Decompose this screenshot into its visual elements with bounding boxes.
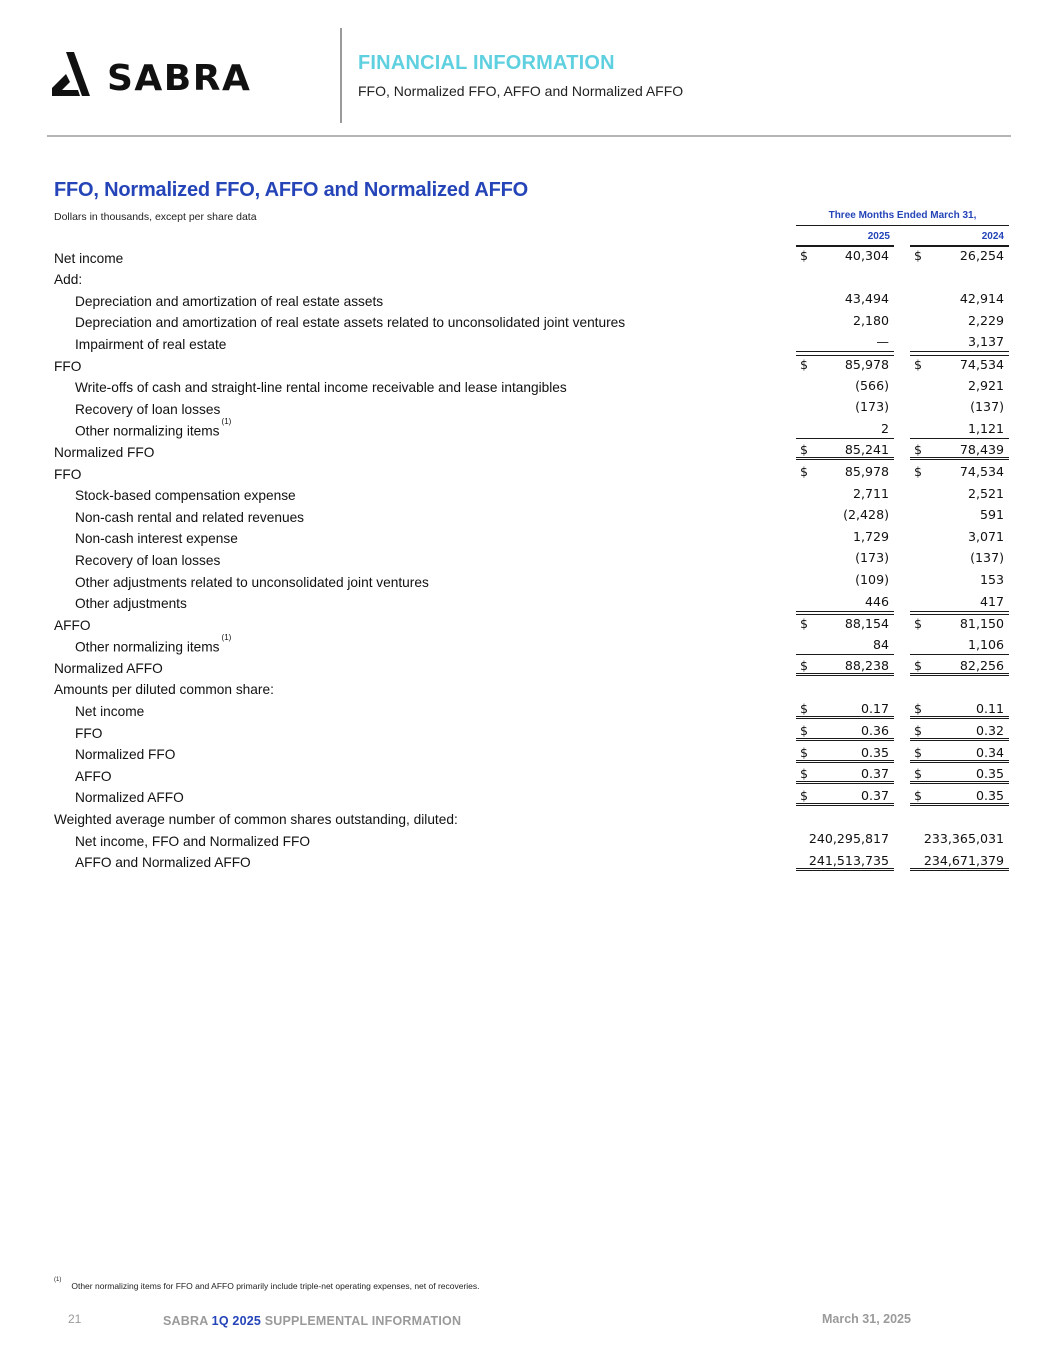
header-subtitle: FFO, Normalized FFO, AFFO and Normalized AFFO [358,83,684,99]
value-cell-2024 [910,852,1009,871]
cell-value: 1,729 [852,528,889,544]
cell-value: 74,534 [959,463,1004,479]
table-row [54,440,1010,462]
year-header-2024: 2024 [910,231,1009,247]
currency-symbol: $ [914,787,923,803]
row-label-text: Net income, FFO and Normalized FFO [75,833,311,849]
table-row [54,246,1010,268]
row-label-text: FFO [75,725,103,741]
value-cell-2024 [910,463,1009,482]
row-label [75,632,232,655]
currency-symbol: $ [914,248,923,263]
value-cell-2025 [796,657,894,676]
row-label-text: Normalized FFO [54,444,155,460]
currency-symbol: $ [800,723,809,739]
cell-value: 2,229 [967,312,1004,328]
cell-value: 591 [979,507,1004,523]
value-cell-2025 [796,355,894,374]
table-row [54,397,1010,419]
currency-symbol: $ [914,658,923,674]
cell-value: (173) [855,550,889,566]
table-row [54,376,1010,398]
row-label [54,812,458,827]
table-row [54,786,1010,808]
value-cell-2025 [796,420,894,439]
currency-symbol: $ [800,442,809,458]
row-label [54,251,123,266]
footer-brand-suffix: SUPPLEMENTAL INFORMATION [264,1314,462,1328]
cell-value: 85,978 [844,463,889,479]
value-cell-2025 [796,571,894,590]
cell-value: 417 [979,593,1004,609]
row-label-text: Net income [75,704,145,720]
currency-symbol: $ [800,787,809,803]
value-cell-2024 [910,485,1009,504]
cell-value: 0.35 [975,766,1004,782]
row-label-text: Recovery of loan losses [75,552,221,568]
value-cell-2024 [910,549,1009,568]
value-cell-2024 [910,247,1009,266]
cell-value: 74,534 [959,356,1004,372]
row-label [75,834,310,849]
currency-symbol: $ [914,356,923,372]
currency-symbol: $ [914,442,923,458]
value-cell-2024 [910,441,1009,460]
cell-value: (137) [970,550,1004,566]
value-cell-2025 [796,441,894,460]
cell-value: 3,071 [967,528,1004,544]
currency-symbol: $ [914,616,923,632]
section-title: FFO, Normalized FFO, AFFO and Normalized AFFO [54,179,528,201]
cell-value: 43,494 [844,291,889,307]
row-label-text: Non-cash rental and related revenues [75,509,305,525]
value-cell-2025 [796,398,894,417]
header-title: FINANCIAL INFORMATION [358,52,615,74]
cell-value: 78,439 [959,442,1004,458]
value-cell-2025 [796,765,894,784]
cell-value: 0.34 [975,744,1004,760]
row-label [75,531,238,546]
row-label-text: Stock-based compensation expense [75,488,296,504]
table-row [54,764,1010,786]
header-horizontal-divider [47,135,1011,137]
cell-value: — [876,334,889,350]
value-cell-2025 [796,830,894,849]
row-label-text: AFFO and Normalized AFFO [75,855,251,871]
value-cell-2024 [910,657,1009,676]
cell-value: (566) [855,377,889,393]
value-cell-2024 [910,398,1009,417]
value-cell-2025 [796,528,894,547]
row-label-text: Amounts per diluted common share: [54,682,274,698]
value-cell-2024 [910,700,1009,719]
cell-value: 84 [872,636,889,652]
row-label [75,769,112,784]
row-label [54,359,81,374]
row-label [75,790,184,805]
table-row [54,505,1010,527]
value-cell-2024 [910,636,1009,655]
table-row [54,268,1010,290]
row-label [75,294,383,309]
table-row [54,678,1010,700]
period-header: Three Months Ended March 31, [796,210,1009,226]
row-label-text: Depreciation and amortization of real estate assets [75,293,384,309]
row-label [75,747,175,762]
cell-value: 234,671,379 [923,852,1004,868]
row-label [54,618,91,633]
cell-value: 81,150 [959,616,1004,632]
value-cell-2025 [796,744,894,763]
row-label [75,596,187,611]
table-row [54,743,1010,765]
cell-value: 241,513,735 [808,852,889,868]
row-label-text: Normalized AFFO [75,790,184,806]
value-cell-2025 [796,377,894,396]
value-cell-2025 [796,722,894,741]
row-label [75,553,220,568]
currency-symbol: $ [914,744,923,760]
value-cell-2025 [796,700,894,719]
cell-value: 40,304 [844,248,889,263]
cell-value: 233,365,031 [923,831,1004,847]
table-row [54,829,1010,851]
value-cell-2025 [796,636,894,655]
value-cell-2024 [910,571,1009,590]
row-label-text: AFFO [75,768,112,784]
value-cell-2025 [796,463,894,482]
row-label-text: Impairment of real estate [75,336,227,352]
row-label [75,402,220,417]
cell-value: 1,121 [967,420,1004,436]
footer-brand-prefix: SABRA [163,1314,208,1328]
value-cell-2025 [796,247,894,266]
row-label [75,726,102,741]
table-row [54,699,1010,721]
cell-value: 85,978 [844,356,889,372]
cell-value: 0.37 [860,766,889,782]
sabra-logo-mark [52,52,297,98]
footnote-marker: (1) [54,1277,62,1284]
footnote-ref: (1) [221,632,232,642]
value-cell-2024 [910,312,1009,331]
row-label-text: Add: [54,272,83,288]
cell-value: 153 [979,571,1004,587]
value-cell-2024 [910,765,1009,784]
value-cell-2024 [910,614,1009,633]
cell-value: (137) [970,399,1004,415]
value-cell-2025 [796,312,894,331]
row-label-text: Other adjustments related to unconsolidated joint ventures [75,574,429,590]
cell-value: (173) [855,399,889,415]
sabra-logo [52,52,297,98]
value-cell-2024 [910,420,1009,439]
footer-brand-highlight: 1Q 2025 [211,1314,262,1328]
cell-value: 2,921 [967,377,1004,393]
cell-value: 88,154 [844,616,889,632]
cell-value: 0.35 [975,787,1004,803]
cell-value: 1,106 [967,636,1004,652]
row-label-text: Depreciation and amortization of real estate assets related to unconsolidated joint ventures [75,315,626,331]
currency-symbol: $ [800,616,809,632]
value-cell-2024 [910,830,1009,849]
cell-value: 240,295,817 [808,831,889,847]
table-row [54,462,1010,484]
value-cell-2025 [796,333,894,352]
value-cell-2024 [910,377,1009,396]
footnote-text: Other normalizing items for FFO and AFFO primarily include triple-net operating expenses, net of recoveries. [71,1281,480,1291]
row-label [54,272,82,287]
cell-value: 0.11 [975,701,1004,717]
value-cell-2025 [796,485,894,504]
value-cell-2024 [910,355,1009,374]
currency-symbol: $ [800,248,809,263]
table-row [54,416,1010,441]
row-label [75,416,232,439]
footer-brand [163,1314,461,1328]
row-label [75,315,625,330]
value-cell-2024 [910,506,1009,525]
row-label-text: Other normalizing items [75,639,220,655]
row-label-text: Normalized FFO [75,747,176,763]
currency-symbol: $ [914,463,923,479]
row-label [75,855,251,870]
currency-symbol: $ [800,744,809,760]
cell-value: 2,711 [852,485,889,501]
table-row [54,527,1010,549]
cell-value: 2 [880,420,889,436]
row-label [54,467,81,482]
table-row [54,851,1010,873]
currency-symbol: $ [914,723,923,739]
cell-value: 3,137 [967,334,1004,350]
currency-symbol: $ [914,766,923,782]
table-row [54,592,1010,614]
value-cell-2024 [910,722,1009,741]
row-label-text: Normalized AFFO [54,660,163,676]
table-row [54,311,1010,333]
value-cell-2025 [796,614,894,633]
table-row [54,807,1010,829]
value-cell-2024 [910,290,1009,309]
header-vertical-divider [340,28,342,123]
row-label [75,510,304,525]
row-label [54,445,154,460]
cell-value: 42,914 [959,291,1004,307]
footnote-ref: (1) [221,416,232,426]
row-label-text: Other normalizing items [75,423,220,439]
row-label [75,704,144,719]
currency-symbol: $ [800,356,809,372]
value-cell-2024 [910,787,1009,806]
cell-value: (109) [855,571,889,587]
svg-text:SABRA: SABRA [107,58,252,98]
footnote [54,1277,480,1291]
cell-value: 85,241 [844,442,889,458]
currency-symbol: $ [914,701,923,717]
table-row [54,354,1010,376]
table-row [54,656,1010,678]
value-cell-2025 [796,852,894,871]
row-label-text: Net income [54,250,124,266]
page-number: 21 [68,1312,82,1326]
row-label [54,682,274,697]
cell-value: 2,180 [852,312,889,328]
table-row [54,632,1010,657]
value-cell-2024 [910,744,1009,763]
row-label-text: Non-cash interest expense [75,531,238,547]
table-row [54,613,1010,635]
value-cell-2025 [796,290,894,309]
cell-value: (2,428) [843,507,889,523]
cell-value: 446 [864,593,889,609]
value-cell-2025 [796,787,894,806]
row-label [75,575,429,590]
cell-value: 2,521 [967,485,1004,501]
row-label [75,380,567,395]
cell-value: 0.32 [975,723,1004,739]
cell-value: 26,254 [959,248,1004,263]
value-cell-2025 [796,549,894,568]
cell-value: 82,256 [959,658,1004,674]
currency-symbol: $ [800,463,809,479]
cell-value: 0.17 [860,701,889,717]
cell-value: 0.37 [860,787,889,803]
cell-value: 0.36 [860,723,889,739]
financial-table [54,246,1010,872]
table-row [54,548,1010,570]
units-note: Dollars in thousands, except per share data [54,211,257,223]
cell-value: 0.35 [860,744,889,760]
row-label-text: Write-offs of cash and straight-line rental income receivable and lease intangibles [75,380,567,396]
table-row [54,484,1010,506]
value-cell-2024 [910,528,1009,547]
row-label-text: Recovery of loan losses [75,401,221,417]
row-label [75,488,296,503]
value-cell-2024 [910,593,1009,612]
cell-value: 88,238 [844,658,889,674]
footer-date: March 31, 2025 [822,1312,911,1326]
currency-symbol: $ [800,658,809,674]
value-cell-2025 [796,506,894,525]
row-label-text: FFO [54,358,82,374]
table-row [54,721,1010,743]
row-label [75,337,226,352]
table-row [54,289,1010,311]
table-row [54,570,1010,592]
currency-symbol: $ [800,701,809,717]
year-header-2025: 2025 [796,231,894,247]
currency-symbol: $ [800,766,809,782]
row-label-text: Weighted average number of common shares outstanding, diluted: [54,812,458,828]
row-label [54,661,163,676]
row-label-text: AFFO [54,617,91,633]
table-row [54,332,1010,354]
row-label-text: FFO [54,466,82,482]
row-label-text: Other adjustments [75,596,187,612]
value-cell-2025 [796,593,894,612]
value-cell-2024 [910,333,1009,352]
